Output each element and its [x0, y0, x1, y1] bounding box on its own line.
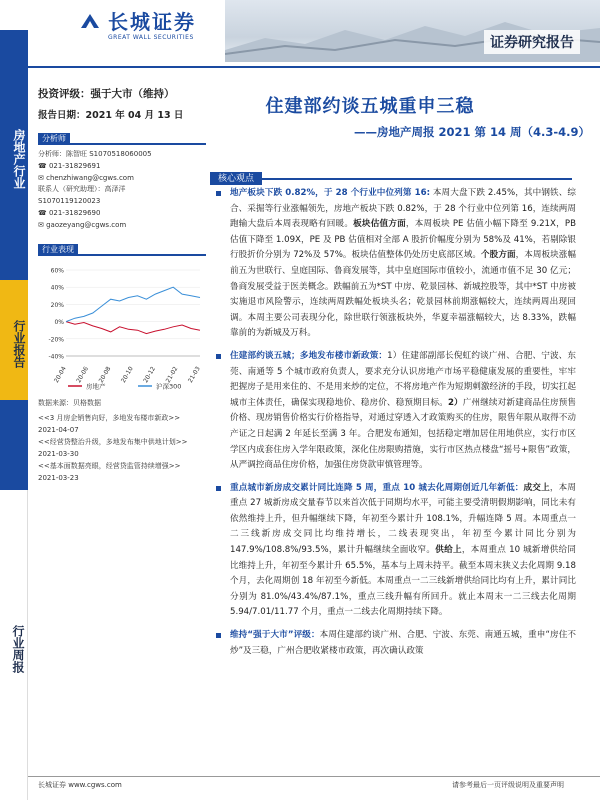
square-bullet-icon [216, 486, 221, 491]
paragraph-emphasis: 成交上 [523, 482, 550, 493]
paragraph-emphasis: 2） [447, 397, 463, 408]
legend-label: 沪深300 [156, 382, 182, 391]
paragraph-emphasis: 供给上 [435, 545, 462, 556]
square-bullet-icon [216, 354, 221, 359]
x-tick-label: 20-04 [52, 365, 68, 384]
category-tab-weekly: 行业周报 [0, 490, 28, 800]
report-date: 报告日期：2021 年 04 月 13 日 [38, 110, 184, 121]
header-divider [28, 66, 600, 68]
footer-divider [28, 776, 600, 777]
paragraph-lead: 维持“强于大市”评级： [230, 630, 320, 641]
trend-section-title: 行业表现 [38, 244, 78, 256]
key-points-header [210, 166, 572, 184]
paragraph-text: ，本周重点 27 城新房成交量春节以来首次低于同期均水平，可能主要受清明假期影响，同比未有依然维持上升，但升幅继续下降，年初至今累计升 108.1%，升幅连降 5 周。本周重点一二三线新房成交同比均维持增长，二线表现突出，年初至今累计同比分别为 147.9%/108.8%/93.5%，累计升幅继续全面收窄。 [230, 482, 576, 556]
left-category-bar [0, 0, 28, 800]
trend-section-header [38, 244, 206, 256]
related-report-date: 2021-03-30 [38, 449, 79, 458]
data-source: 数据来源：贝格数据 [38, 398, 101, 407]
y-tick-label: 0% [54, 318, 64, 326]
assistant-email[interactable]: ✉ gaozeyang@cgws.com [38, 220, 127, 229]
footer-website[interactable]: 长城证券 www.cgws.com [38, 781, 122, 789]
related-report-link[interactable]: <<3 月房企销售向好，多地发布楼市新政>> [38, 413, 181, 422]
analyst-section-title: 分析师 [38, 133, 70, 145]
report-body [212, 186, 576, 666]
company-logo [78, 6, 218, 54]
category-tab-industry-report: 行业报告 [0, 280, 28, 400]
paragraph-text: 1）住建部副部长倪虹约谈广州、合肥、宁波、东莞、南通等 5 个城市政府负责人，要求充分认识房地产市场平稳健康发展的重要性，牢牢把握房子是用来住的、不是用来炒的定位，不将房地产作为短期刺激经济的手段，切实扛起城市主体责任，确保实现稳地价、稳房价、稳预期目标。 [230, 350, 576, 408]
report-subtitle: ——房地产周报 2021 第 14 周（4.3-4.9） [353, 125, 590, 139]
header-banner [225, 0, 600, 62]
assistant-line: 联系人（研究助理）：高泽洋 [38, 185, 126, 194]
paragraph-rating [212, 628, 576, 659]
paragraph-transactions [212, 481, 576, 621]
y-tick-label: -40% [48, 353, 64, 361]
paragraph-text: 本周住建部约谈广州、合肥、宁波、东莞、南通五城，重申“房住不炒”及三稳，广州合肥收紧楼市政策，再次确认政策 [230, 630, 576, 656]
y-tick-label: -20% [48, 335, 64, 343]
analyst-phone: ☎ 021-31829691 [38, 161, 101, 170]
related-report-link[interactable]: <<经营贷整治升级，多地发布集中供地计划>> [38, 437, 188, 446]
logo-english-name: GREAT WALL SECURITIES [108, 34, 194, 41]
report-sidebar [38, 86, 206, 484]
assistant-id: S1070119120023 [38, 197, 101, 206]
paragraph-lead: 地产板块下跌 0.82%，于 28 个行业中位列第 16: [230, 188, 431, 198]
x-tick-label: 20-06 [75, 365, 91, 384]
report-title: 住建部约谈五城重申三稳 [265, 96, 475, 117]
category-tab-real-estate: 房地产行业 [0, 30, 28, 280]
square-bullet-icon [216, 191, 221, 196]
key-points-title: 核心观点 [210, 172, 262, 185]
paragraph-text: ，本周板块涨幅前五为世联行、皇庭国际、鲁商发展等，其中皇庭国际市值较小，流通市值不足 30 亿元；鲁商发展受益于医美概念。跌幅前五为*ST 中房、乾景园林、新城控股等，其中*ST 中房被实施退市风险警示，连续两周跌幅处板块头名；乾景园林前期涨幅较大，连续两周出现回调。本周主要公司表现分化，除世联行领涨板块外，华夏幸福涨幅较大，达 8.33%，跌幅靠前的为新城及万科。 [230, 250, 576, 339]
paragraph-lead: 重点城市新房成交累计同比连降 5 周，重点 10 城去化周期创近几年新低： [230, 482, 524, 493]
paragraph-emphasis: 板块估值方面 [353, 219, 406, 230]
paragraph-policy [212, 349, 576, 474]
x-tick-label: 20-10 [119, 365, 135, 384]
y-tick-label: 60% [50, 267, 64, 275]
legend-label: 房地产 [86, 382, 106, 391]
page-header [0, 0, 600, 70]
x-tick-label: 21-03 [186, 365, 202, 384]
analyst-info [38, 149, 206, 232]
industry-performance-chart [38, 264, 206, 396]
paragraph-text: 广州继续对新建商品住房预售价格、现房销售价格实行价格指导，对通过穿透入才政策购买的住房，限售年限从取得不动产证之日起满 2 年延长至满 3 年。合肥发布通知，包括稳定增加居住用地供应，实行市区学区内成套住房入学年限政策，深化住房限购措施，实行市区热点楼盘“摇号+限售”政策，从严调控商品住房价格，加强住房贷款审慎管理等。 [230, 397, 576, 471]
investment-rating: 投资评级：强于大市（维持） [38, 88, 175, 100]
great-wall-logo-icon [78, 10, 102, 34]
related-reports [38, 412, 206, 484]
performance-chart-svg [38, 264, 206, 396]
analyst-line: 分析师：陈智旺 S1070518060005 [38, 150, 152, 158]
paragraph-sector-performance [212, 186, 576, 342]
related-report-date: 2021-03-23 [38, 473, 79, 482]
paragraph-text: ，本周重点 10 城新增供给同比维持上升，年初至今累计升 65.5%，基本与上周未持平。截至本周末狭义去化周期 9.18 个月，去化周期创 18 年初至今新低。本周重点一二三线新增供给同比均有上升，累计同比分别为 81.0%/43.4%/87.1%，重点三线升幅有所回升。就止本周末一二三线去化周期 5.94/7.01/11.77 个月，重点一二线去化周期持续下降。 [230, 545, 576, 618]
paragraph-text: ，本周板块 PE 估值小幅下降至 9.21X，PB 估值下降至 1.09X，PE 及 PB 估值相对全部 A 股折价幅度分别为 58%及 41%，若剔除银行股折价分别为 72%及 57%。板块估值整体仍处历史底部区域。 [230, 219, 576, 261]
y-tick-label: 20% [50, 301, 64, 309]
footer-disclaimer: 请参考最后一页评级说明及重要声明 [452, 781, 564, 789]
report-type-label: 证券研究报告 [484, 30, 580, 54]
related-report-date: 2021-04-07 [38, 425, 79, 434]
analyst-section-header [38, 133, 206, 145]
x-tick-label: 20-12 [142, 365, 158, 384]
y-tick-label: 40% [50, 284, 64, 292]
paragraph-lead: 住建部约谈五城；多地发布楼市新政策： [230, 350, 388, 361]
series-line-real-estate [66, 321, 200, 333]
square-bullet-icon [216, 633, 221, 638]
related-report-link[interactable]: <<基本面数据亮眼，经营贷监管持续增强>> [38, 461, 181, 470]
x-tick-label: 21-02 [164, 365, 180, 384]
assistant-phone: ☎ 021-31829690 [38, 208, 101, 217]
logo-chinese-name: 长城证券 [108, 10, 196, 34]
analyst-email[interactable]: ✉ chenzhiwang@cgws.com [38, 173, 134, 182]
paragraph-emphasis: 个股方面 [481, 250, 516, 261]
x-tick-label: 20-08 [97, 365, 113, 384]
paragraph-text: 本周大盘下跌 2.45%，其中钢铁、综合、采掘等行业涨幅领先，房地产板块下跌 0.82%，于 28 个行业中位列第 16，连续两周跑输大盘后本周表现略有回暖。 [230, 188, 577, 230]
category-tab-blank [0, 400, 28, 490]
